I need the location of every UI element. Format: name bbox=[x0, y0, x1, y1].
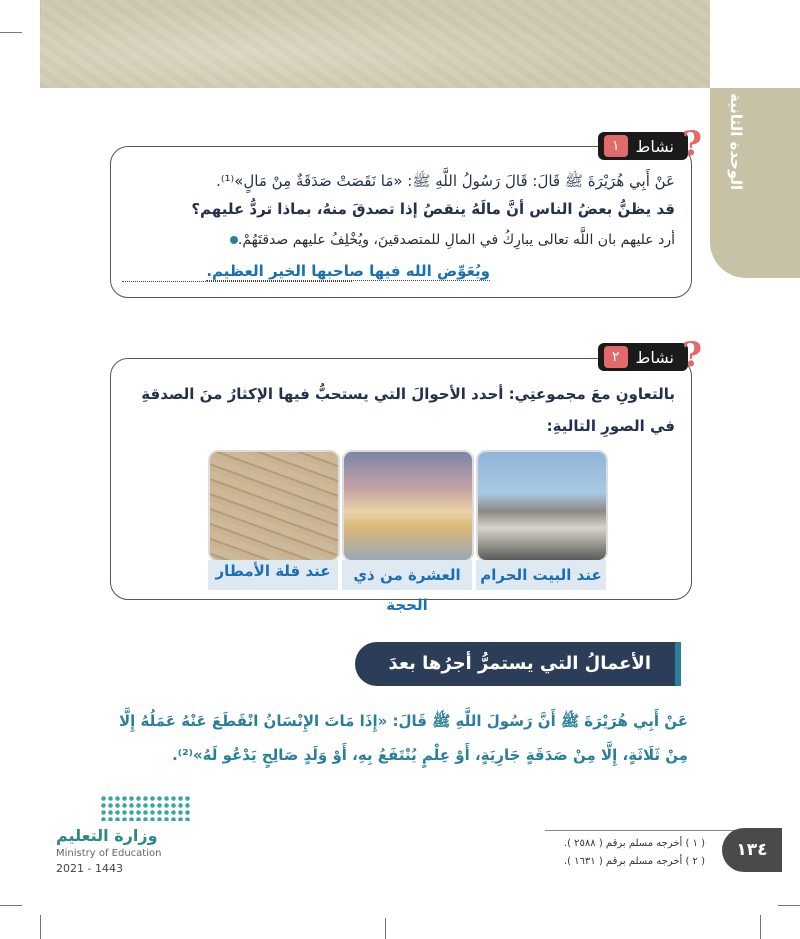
activity2-prompt-line1: بالتعاونِ معَ مجموعتِي: أحدد الأحوالَ التي يستحبُّ فيها الإكثارُ منَ الصدقةِ bbox=[141, 385, 675, 403]
footnote-2: ( ٢ ) أخرجه مسلم برقم ( ١٦٣١ ). bbox=[563, 856, 705, 867]
ministry-name-en: Ministry of Education bbox=[56, 848, 162, 859]
activity2-number: ٢ bbox=[604, 346, 628, 368]
activity2-prompt-line2: في الصورِ التاليةِ: bbox=[546, 417, 675, 435]
activity2-badge bbox=[598, 335, 702, 375]
crop-mark bbox=[40, 915, 41, 939]
activity1-number: ١ bbox=[604, 135, 628, 157]
activity1-answer-line1: أرد عليهم بان اللَّه تعالى يبارِكُ في المالِ للمتصدقينَ، ويُخْلِفُ عليهم صدقتَهُمْ. bbox=[224, 232, 675, 248]
ministry-year: 2021 - 1443 bbox=[56, 862, 123, 875]
photo-mosque bbox=[342, 450, 474, 562]
hadith2-line2: مِنْ ثَلَاثَةٍ، إِلَّا مِنْ صَدَقَةٍ جَارِيَةٍ، أَوْ عِلْمٍ يُنْتَفَعُ بِهِ، أَوْ وَلَدٍ صَالِحٍ يَدْعُو لَهُ»⁽²⁾. bbox=[172, 746, 688, 764]
activity1-hadith: عَنْ أَبِي هُرَيْرَةَ ﷺ قَالَ: قَالَ رَسُولُ اللَّهِ ﷺ: «مَا نَقَصَتْ صَدَقَةٌ مِنْ مَالٍ»⁽¹⁾. bbox=[216, 172, 675, 190]
answer-dotted-line bbox=[122, 280, 352, 282]
bullet-icon bbox=[230, 236, 238, 244]
caption-1: عند البيت الحرام bbox=[476, 560, 606, 590]
caption-3: عند قلة الأمطار bbox=[208, 560, 338, 608]
section-heading: الأعمالُ التي يستمرُّ أجرُها بعدَ الموت bbox=[355, 642, 681, 686]
unit-title: الوحدة الثانية bbox=[727, 93, 745, 191]
question-mark-icon: ? bbox=[682, 335, 702, 375]
activity1-question: قد يظنُّ بعضُ الناس أنَّ مالَهُ ينقصُ إذا تصدقَ منهُ، بماذا تردُّ عليهم؟ bbox=[191, 200, 675, 218]
crop-mark bbox=[0, 32, 22, 33]
footnote-1: ( ١ ) أخرجه مسلم برقم ( ٢٥٨٨ ). bbox=[563, 838, 705, 849]
crop-mark bbox=[0, 905, 22, 906]
activity2-label: نشاط bbox=[635, 347, 674, 367]
hadith2-line1: عَنْ أَبِي هُرَيْرَةَ ﷺ أَنَّ رَسُولَ اللَّهِ ﷺ قَالَ: «إِذَا مَاتَ الإِنْسَانُ انْقَطَعَ عَنْهُ عَمَلُهُ إِلَّا bbox=[118, 712, 688, 730]
ministry-name-ar: وزارة التعليم bbox=[56, 826, 158, 845]
activity1-badge bbox=[598, 124, 702, 164]
caption-2: العشرة من ذي الحجة bbox=[342, 560, 472, 590]
photo-dry-land bbox=[208, 450, 340, 562]
crop-mark bbox=[385, 918, 386, 939]
photo-kaaba bbox=[476, 450, 608, 562]
crop-mark bbox=[760, 915, 761, 939]
crop-mark bbox=[778, 905, 800, 906]
page-number: ١٣٤ bbox=[722, 828, 782, 872]
question-mark-icon: ? bbox=[682, 124, 702, 164]
header-banner bbox=[40, 0, 710, 88]
footnote-divider bbox=[545, 830, 735, 831]
activity1-answer-line2: ويُعَوِّض الله فيها صاحبها الخير العظيم. bbox=[206, 262, 490, 280]
activity1-label: نشاط bbox=[635, 136, 674, 156]
ministry-logo-icon bbox=[100, 795, 190, 821]
